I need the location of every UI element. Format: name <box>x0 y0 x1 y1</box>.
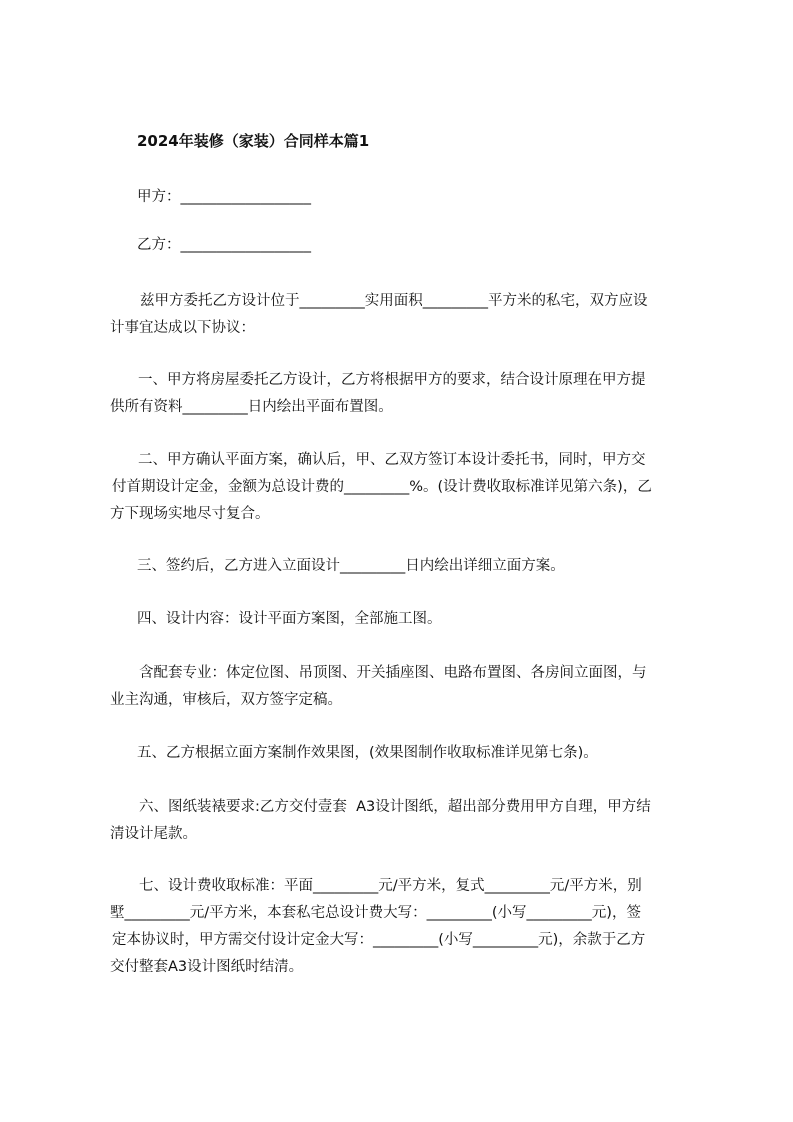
clause-1-paragraph <box>110 367 710 421</box>
paragraph-line: 五、乙方根据立面方案制作效果图，(效果图制作收取标准详见第七条)。 <box>137 745 598 761</box>
party-b-text: 乙方：__________________ <box>137 237 311 253</box>
paragraph-line: 供所有资料_________日内绘出平面布置图。 <box>110 399 393 415</box>
clause-2-paragraph <box>110 447 710 528</box>
paragraph-line: 计事宜达成以下协议： <box>110 320 255 336</box>
clause-6-paragraph <box>110 794 710 848</box>
intro-paragraph <box>110 288 710 342</box>
paragraph-line: 方下现场实地尽寸复合。 <box>110 506 270 522</box>
supporting-specialties-paragraph <box>110 660 710 714</box>
paragraph-line: 兹甲方委托乙方设计位于_________实用面积_________平方米的私宅，双方应设 <box>140 293 648 309</box>
clause-5-paragraph <box>110 740 710 767</box>
paragraph-line: 一、甲方将房屋委托乙方设计，乙方将根据甲方的要求，结合设计原理在甲方提 <box>138 372 646 388</box>
paragraph-line: 七、设计费收取标准：平面_________元/平方米，复式_________元/平方米，别 <box>139 878 642 894</box>
paragraph-line: 付首期设计定金，金额为总设计费的_________%。(设计费收取标准详见第六条)，乙 <box>112 479 652 495</box>
clause-7-paragraph <box>110 873 710 981</box>
clause-3-paragraph <box>110 553 710 580</box>
paragraph-line: 墅_________元/平方米，本套私宅总设计费大写：_________(小写_________元)，签 <box>110 905 641 921</box>
party-a-line <box>137 184 737 211</box>
paragraph-line: 清设计尾款。 <box>110 826 197 842</box>
paragraph-line: 业主沟通，审核后，双方签字定稿。 <box>110 692 342 708</box>
paragraph-line: 四、设计内容：设计平面方案图，全部施工图。 <box>137 611 442 627</box>
paragraph-line: 六、图纸装裱要求:乙方交付壹套 A3设计图纸，超出部分费用甲方自理，甲方结 <box>139 799 651 815</box>
clause-4-paragraph <box>110 606 710 633</box>
paragraph-line: 定本协议时，甲方需交付设计定金大写：_________(小写_________元)，余款于乙方 <box>112 932 646 948</box>
document-title: 2024年装修（家装）合同样本篇1 <box>137 132 370 150</box>
party-b-line <box>137 232 737 259</box>
paragraph-line: 二、甲方确认平面方案，确认后，甲、乙双方签订本设计委托书，同时，甲方交 <box>138 452 646 468</box>
paragraph-line: 三、签约后，乙方进入立面设计_________日内绘出详细立面方案。 <box>137 558 565 574</box>
paragraph-line: 含配套专业：体定位图、吊顶图、开关插座图、电路布置图、各房间立面图，与 <box>139 665 647 681</box>
party-a-text: 甲方：__________________ <box>137 189 311 205</box>
paragraph-line: 交付整套A3设计图纸时结清。 <box>110 959 304 975</box>
